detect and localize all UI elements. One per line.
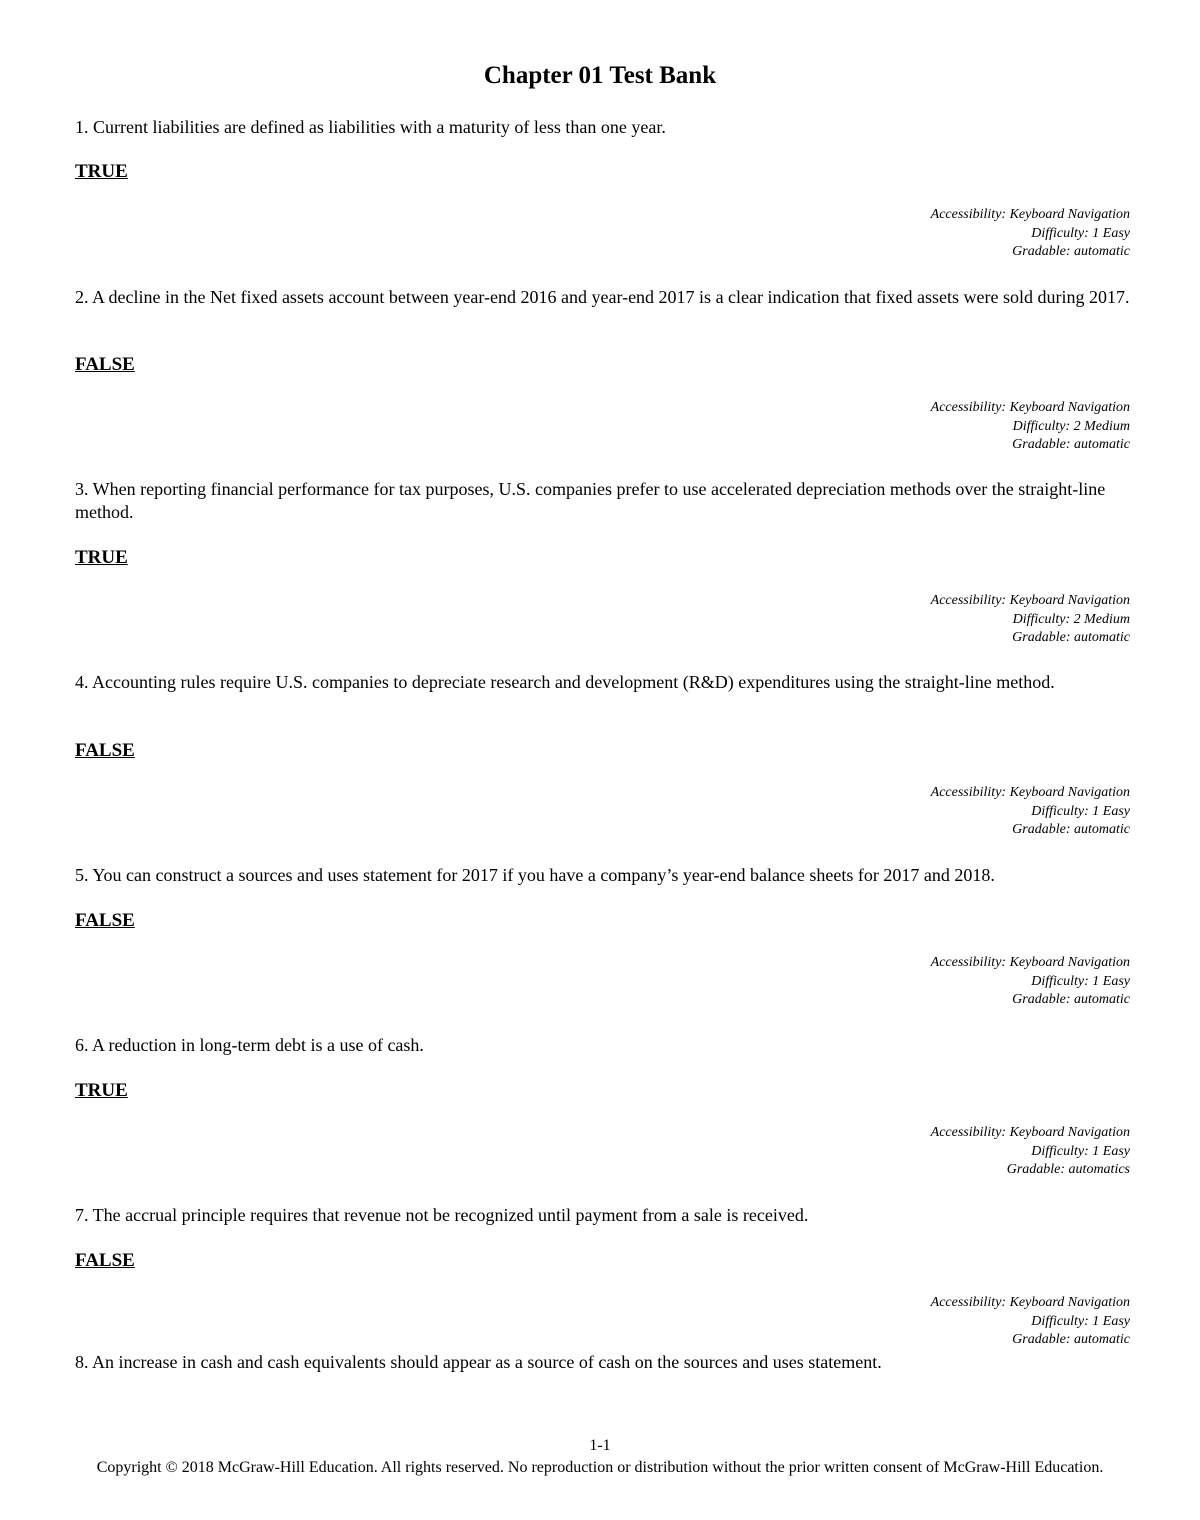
meta-difficulty: Difficulty: 1 Easy <box>1031 1313 1130 1329</box>
meta-gradable: Gradable: automatic <box>1012 244 1130 259</box>
meta-difficulty: Difficulty: 2 Medium <box>1012 611 1130 627</box>
meta-difficulty: Difficulty: 1 Easy <box>1031 1143 1130 1159</box>
question-8-text: 8. An increase in cash and cash equivalents should appear as a source of cash on the sources and uses statement. <box>75 1352 882 1372</box>
question-4-answer: FALSE <box>75 740 135 761</box>
meta-difficulty: Difficulty: 1 Easy <box>1031 225 1130 241</box>
meta-gradable: Gradable: automatic <box>1012 1332 1130 1347</box>
meta-difficulty: Difficulty: 1 Easy <box>1031 803 1130 819</box>
question-1-metadata <box>630 206 1130 262</box>
meta-accessibility: Accessibility: Keyboard Navigation <box>930 1125 1130 1140</box>
meta-accessibility: Accessibility: Keyboard Navigation <box>930 785 1130 800</box>
question-6-text: 6. A reduction in long-term debt is a use of cash. <box>75 1035 424 1055</box>
page-title: Chapter 01 Test Bank <box>483 62 717 89</box>
question-3-text: 3. When reporting financial performance for tax purposes, U.S. companies prefer to use accelerated depreciation methods over the straight-line method. <box>75 479 1106 522</box>
question-4-metadata <box>630 784 1130 840</box>
question-4-text: 4. Accounting rules require U.S. companies to depreciate research and development (R&D) expenditures using the straight-line method. <box>75 672 1055 692</box>
question-3-metadata <box>630 592 1130 648</box>
question-2-answer: FALSE <box>75 354 135 375</box>
meta-accessibility: Accessibility: Keyboard Navigation <box>930 207 1130 222</box>
question-7-text: 7. The accrual principle requires that revenue not be recognized until payment from a sale is received. <box>75 1205 809 1225</box>
question-1-text: 1. Current liabilities are defined as liabilities with a maturity of less than one year. <box>75 117 666 137</box>
meta-accessibility: Accessibility: Keyboard Navigation <box>930 400 1130 415</box>
question-2-metadata <box>630 399 1130 455</box>
meta-gradable: Gradable: automatic <box>1012 630 1130 645</box>
meta-difficulty: Difficulty: 1 Easy <box>1031 973 1130 989</box>
page-number: 1-1 <box>589 1437 611 1454</box>
question-1-answer: TRUE <box>75 161 128 182</box>
meta-accessibility: Accessibility: Keyboard Navigation <box>930 593 1130 608</box>
meta-accessibility: Accessibility: Keyboard Navigation <box>930 955 1130 970</box>
question-3-answer: TRUE <box>75 547 128 568</box>
question-5-answer: FALSE <box>75 910 135 931</box>
meta-gradable: Gradable: automatics <box>1006 1162 1130 1177</box>
meta-gradable: Gradable: automatic <box>1012 992 1130 1007</box>
question-5-text: 5. You can construct a sources and uses statement for 2017 if you have a company’s year-end balance sheets for 2017 and 2018. <box>75 865 995 885</box>
meta-gradable: Gradable: automatic <box>1012 822 1130 837</box>
meta-gradable: Gradable: automatic <box>1012 437 1130 452</box>
question-6-metadata <box>630 1124 1130 1180</box>
question-6-answer: TRUE <box>75 1080 128 1101</box>
meta-accessibility: Accessibility: Keyboard Navigation <box>930 1295 1130 1310</box>
question-2-text: 2. A decline in the Net fixed assets account between year-end 2016 and year-end 2017 is a clear indication that fixed assets were sold during 2017. <box>75 287 1130 307</box>
question-5-metadata <box>630 954 1130 1010</box>
copyright-notice: Copyright © 2018 McGraw-Hill Education. All rights reserved. No reproduction or distribution without the prior written consent of McGraw-Hill Education. <box>96 1459 1104 1476</box>
question-7-metadata <box>630 1294 1130 1350</box>
question-7-answer: FALSE <box>75 1250 135 1271</box>
meta-difficulty: Difficulty: 2 Medium <box>1012 418 1130 434</box>
